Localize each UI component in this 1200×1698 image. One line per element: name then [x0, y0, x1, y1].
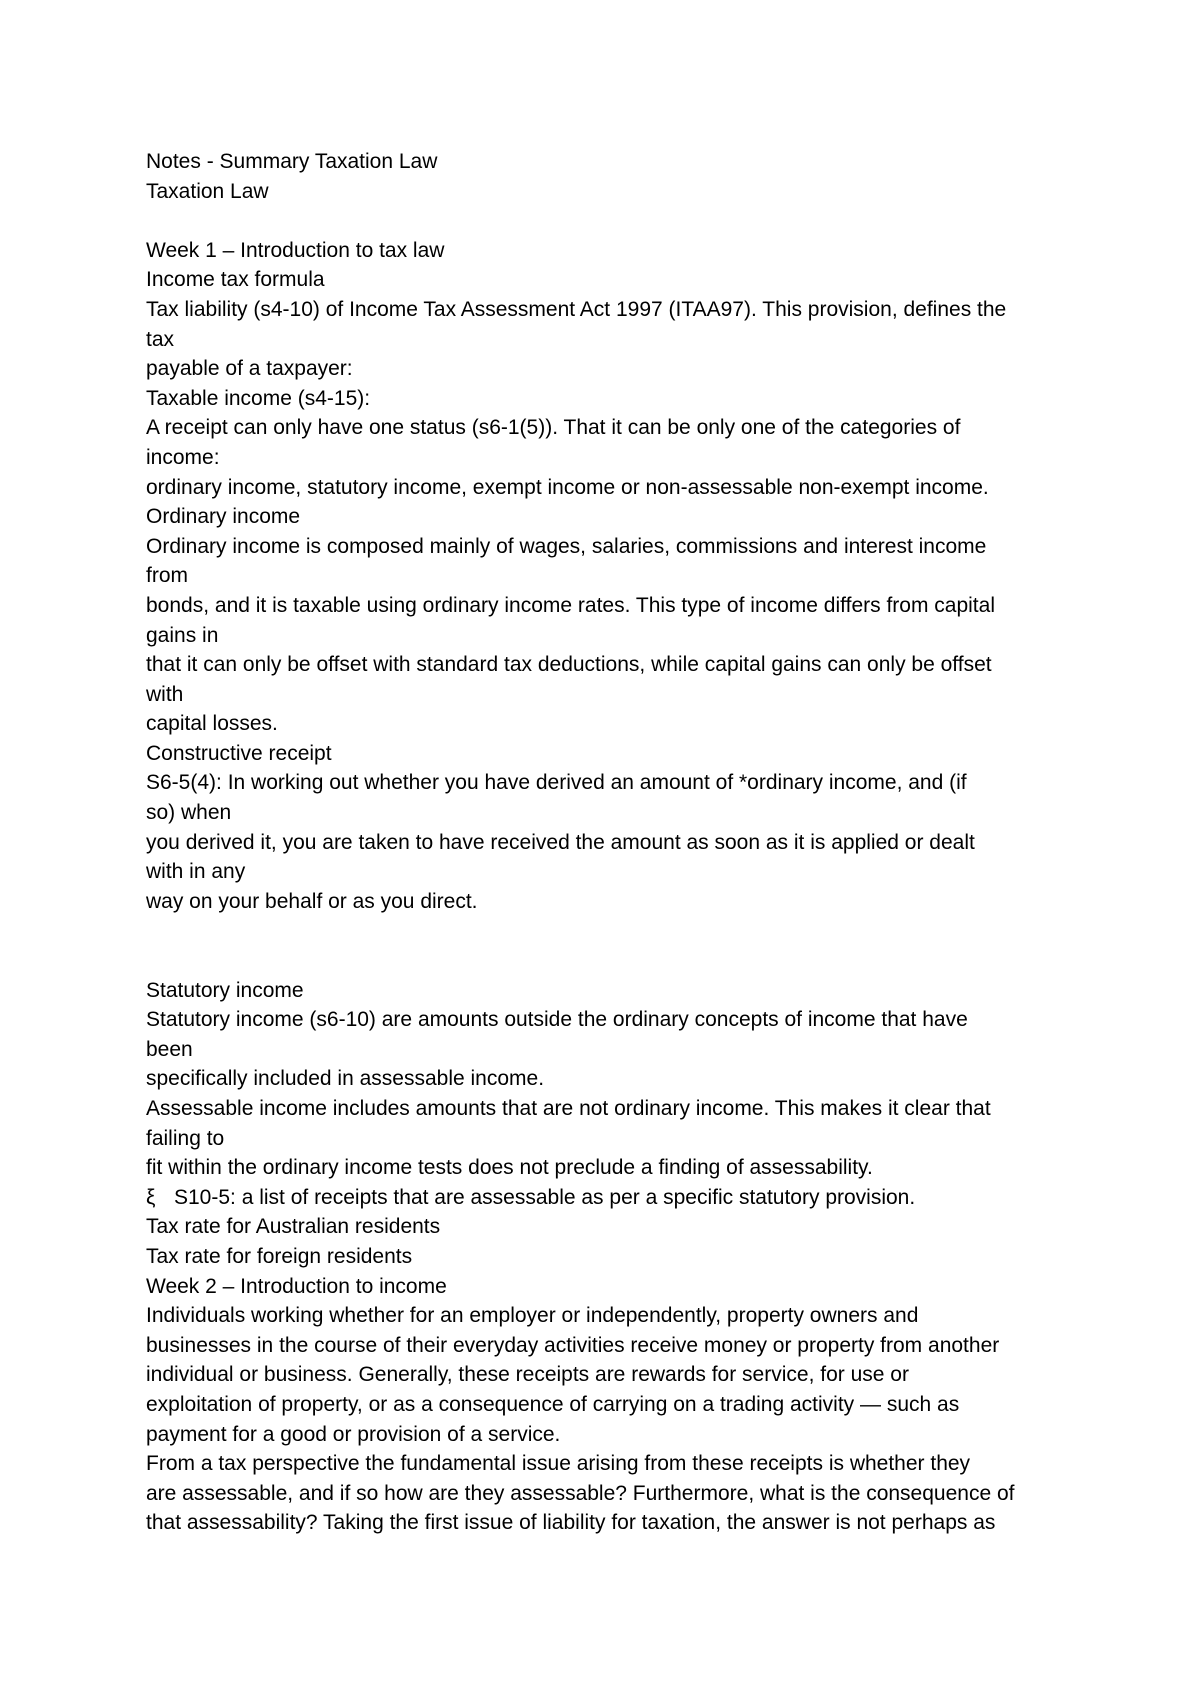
text-line: failing to	[146, 1126, 225, 1150]
text-line: fit within the ordinary income tests does not preclude a finding of assessability.	[146, 1156, 873, 1180]
text-line: Tax rate for Australian residents	[146, 1215, 441, 1239]
bullet-item	[146, 1183, 1076, 1213]
text-line: Week 1 – Introduction to tax law	[146, 238, 445, 262]
text-line: Tax liability (s4-10) of Income Tax Assessment Act 1997 (ITAA97). This provision, defines the	[146, 297, 1007, 321]
text-line: that assessability? Taking the first issue of liability for taxation, the answer is not perhaps as	[146, 1511, 996, 1535]
document-body	[146, 147, 1076, 1538]
text-line: been	[146, 1037, 193, 1061]
text-line: ordinary income, statutory income, exempt income or non-assessable non-exempt income.	[146, 475, 989, 499]
text-line: are assessable, and if so how are they assessable? Furthermore, what is the consequence of	[146, 1481, 1015, 1505]
text-line: with	[146, 682, 184, 706]
text-line: capital losses.	[146, 712, 278, 736]
bullet-icon: ξ	[146, 1185, 156, 1209]
blank-line	[146, 946, 1076, 976]
text-line: Notes - Summary Taxation Law	[146, 150, 438, 173]
document-section-week1	[146, 147, 1076, 1183]
blank-line	[146, 206, 1076, 236]
text-line: Taxation Law	[146, 179, 269, 203]
text-line: Income tax formula	[146, 268, 325, 292]
text-line: Assessable income includes amounts that are not ordinary income. This makes it clear that	[146, 1097, 991, 1120]
text-line: Tax rate for foreign residents	[146, 1244, 413, 1268]
text-line: Statutory income	[146, 978, 304, 1002]
text-line: Week 2 – Introduction to income	[146, 1274, 447, 1298]
text-line: Individuals working whether for an employer or independently, property owners and	[146, 1304, 919, 1328]
text-line: from	[146, 564, 188, 588]
text-line: payable of a taxpayer:	[146, 357, 353, 381]
text-line: way on your behalf or as you direct.	[146, 889, 478, 913]
text-line: you derived it, you are taken to have received the amount as soon as it is applied or dealt	[146, 830, 975, 854]
text-line: bonds, and it is taxable using ordinary income rates. This type of income differs from capital	[146, 593, 995, 617]
text-line: Ordinary income is composed mainly of wages, salaries, commissions and interest income	[146, 534, 987, 558]
text-line: businesses in the course of their everyday activities receive money or property from another	[146, 1333, 1000, 1357]
text-line: Statutory income (s6-10) are amounts outside the ordinary concepts of income that have	[146, 1008, 968, 1032]
bullet-text: S10-5: a list of receipts that are assessable as per a specific statutory provision.	[174, 1185, 916, 1209]
text-line: exploitation of property, or as a consequence of carrying on a trading activity — such as	[146, 1392, 960, 1416]
text-line: individual or business. Generally, these receipts are rewards for service, for use or	[146, 1363, 909, 1387]
text-line: Constructive receipt	[146, 741, 332, 765]
text-line: with in any	[146, 860, 246, 884]
text-line: gains in	[146, 623, 219, 647]
text-line: A receipt can only have one status (s6-1(5)). That it can be only one of the categories of	[146, 416, 961, 440]
text-line: Ordinary income	[146, 505, 301, 529]
text-line: payment for a good or provision of a service.	[146, 1422, 561, 1446]
text-line: income:	[146, 445, 220, 469]
text-line: S6-5(4): In working out whether you have derived an amount of *ordinary income, and (if	[146, 771, 967, 795]
document-section-week2	[146, 1212, 1076, 1538]
text-line: specifically included in assessable income.	[146, 1067, 545, 1091]
text-line: Taxable income (s4-15):	[146, 386, 371, 410]
text-line: that it can only be offset with standard tax deductions, while capital gains can only be offset	[146, 653, 992, 677]
text-line: From a tax perspective the fundamental issue arising from these receipts is whether they	[146, 1452, 971, 1476]
blank-line	[146, 916, 1076, 946]
text-line: tax	[146, 327, 175, 351]
text-line: so) when	[146, 801, 232, 825]
